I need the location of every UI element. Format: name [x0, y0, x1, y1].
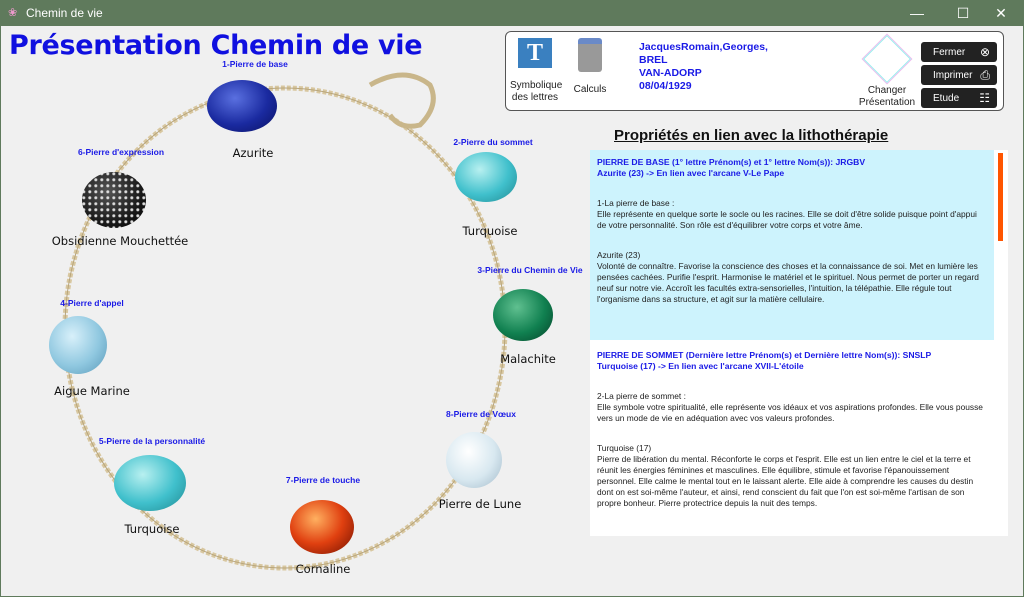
hierarchy-icon: ☷	[979, 91, 990, 105]
window-title: Chemin de vie	[26, 6, 103, 20]
stone-title: 8-Pierre de Vœux	[446, 409, 516, 419]
fermer-label: Fermer	[933, 46, 966, 58]
block-subheading: Azurite (23) -> En lien avec l'arcane V-Le Pape	[597, 168, 785, 178]
stone-title: 4-Pierre d'appel	[60, 298, 124, 308]
close-circle-icon: ⊗	[979, 45, 990, 59]
fermer-button[interactable]	[921, 42, 997, 62]
printer-icon: ⎙	[980, 68, 990, 82]
stone-title: 7-Pierre de touche	[285, 475, 361, 485]
stone-name: Cornaline	[295, 562, 351, 576]
page-title: Présentation Chemin de vie	[9, 30, 423, 61]
block-subheading: Turquoise (17) -> En lien avec l'arcane XVII-L'étoile	[597, 361, 804, 371]
block-paragraph: Elle symbole votre spiritualité, elle représente vos idéaux et vos aspirations profondes. Elle vous pousse vers un mode de vie en adéquation avec vos valeurs profondes.	[597, 402, 983, 423]
person-info	[639, 41, 768, 93]
properties-text[interactable]	[590, 150, 1008, 536]
stone-title: 1-Pierre de base	[222, 59, 288, 69]
stone-name: Aigue Marine	[54, 384, 130, 398]
block-paragraph: Volonté de connaître. Favorise la conscience des choses et la connaissance de soi. Met en lumière les pensées cachées. Purifie l'esprit. Harmonise le matériel et le spirituel. Nous permet de porter un regard neuf sur notre vie. Accroît les facultés extra-sensorielles, l'intuition, la télépathie. Elle régule tout l'organisme dans sa structure, et agit sur la matière cellulaire.	[597, 261, 979, 304]
stone-name: Turquoise	[124, 522, 180, 536]
diamond-icon	[863, 35, 911, 83]
stone-title: 6-Pierre d'expression	[77, 147, 165, 157]
block-paragraph: Elle représente en quelque sorte le socle ou les racines. Elle se doit d'être solide puisque point d'appui de votre personnalité. Son rôle est d'équilibrer votre corps et votre âme.	[597, 209, 977, 230]
person-firstnames: JacquesRomain,Georges,	[639, 41, 768, 53]
close-button[interactable]: ✕	[995, 4, 1007, 21]
stone-name: Turquoise	[462, 224, 518, 238]
stone-name: Pierre de Lune	[438, 497, 522, 511]
person-birthdate: 08/04/1929	[639, 80, 692, 92]
block-section-title: 1-La pierre de base :	[597, 198, 675, 208]
imprimer-label: Imprimer	[933, 69, 973, 81]
app-icon: ❀	[8, 7, 18, 19]
maximize-button[interactable]: ☐	[956, 4, 970, 21]
etude-button[interactable]	[921, 88, 997, 108]
calculs-button[interactable]	[570, 38, 610, 96]
property-block-sommet	[590, 343, 994, 516]
block-section-title: 2-La pierre de sommet :	[597, 391, 686, 401]
calculator-icon	[578, 38, 602, 72]
symbolique-label: Symbolique des lettres	[510, 80, 563, 103]
block-section-title: Turquoise (17)	[597, 443, 652, 453]
person-name-1: BREL	[639, 54, 668, 66]
block-section-title: Azurite (23)	[597, 250, 641, 260]
stone-title: 2-Pierre du sommet	[453, 137, 533, 147]
scrollbar-thumb[interactable]	[998, 153, 1003, 241]
stone-name: Azurite	[232, 146, 274, 160]
symbolique-button[interactable]	[510, 38, 563, 104]
properties-title: Propriétés en lien avec la lithothérapie	[614, 127, 889, 144]
property-block-base	[590, 150, 994, 340]
block-heading: PIERRE DE BASE (1° lettre Prénom(s) et 1° lettre Nom(s)): JRGBV	[597, 157, 866, 167]
imprimer-button[interactable]	[921, 65, 997, 85]
stone-name: Malachite	[500, 352, 556, 366]
changer-presentation-button[interactable]	[852, 38, 922, 109]
stone-title: 3-Pierre du Chemin de Vie	[477, 265, 583, 275]
stone-name: Obsidienne Mouchettée	[51, 234, 189, 248]
calculs-label: Calculs	[573, 84, 607, 95]
changer-label: Changer Présentation	[858, 85, 916, 108]
toolbar-panel	[505, 31, 1004, 111]
etude-label: Etude	[933, 92, 960, 104]
block-heading: PIERRE DE SOMMET (Dernière lettre Prénom(s) et Dernière lettre Nom(s)): SNSLP	[597, 350, 932, 360]
minimize-button[interactable]: —	[910, 5, 924, 21]
person-name-2: VAN-ADORP	[639, 67, 702, 79]
stone-title: 5-Pierre de la personnalité	[98, 436, 206, 446]
text-icon: T	[518, 38, 552, 68]
block-paragraph: Pierre de libération du mental. Réconforte le corps et l'esprit. Elle est un lien entre le ciel et la terre et réunit les énergies féminines et masculines. Elle équilibre, stimule et favorise l'épanouissement personnel. Elle calme le mental tout en le laissant alerte. Elle aide à comprendre les causes du destin dont on est soi-même l'auteur, et ainsi, rend conscient du fait que l'on est soi-même l'artisan de son propre bonheur. Pierre protectrice depuis la nuit des temps.	[597, 454, 974, 508]
